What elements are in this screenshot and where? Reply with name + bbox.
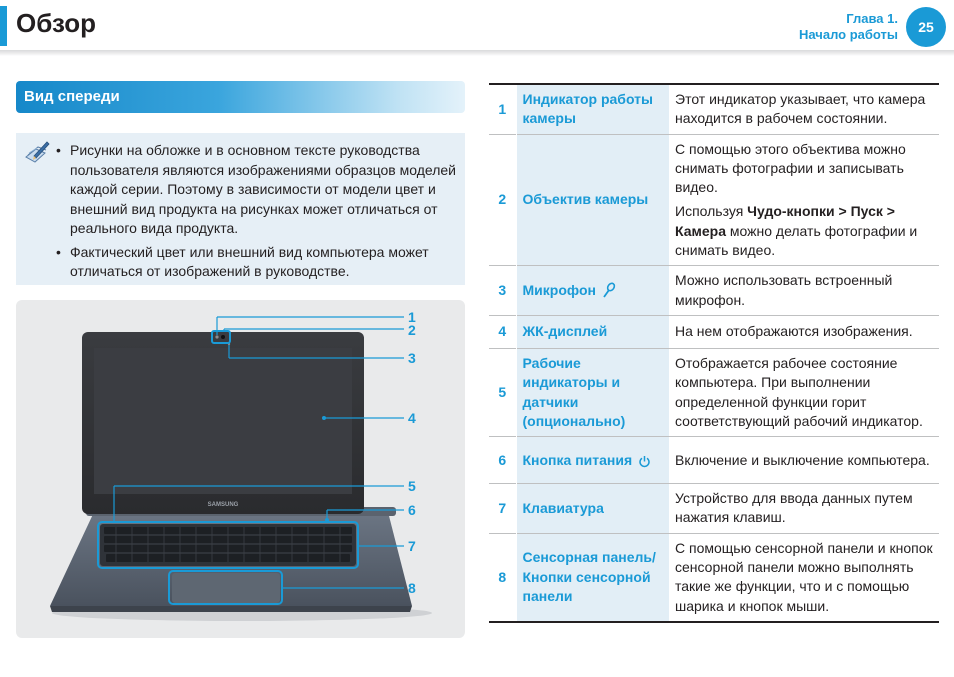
callout-5: 5 (408, 478, 416, 494)
component-name: Индикатор работы камеры (516, 84, 669, 134)
power-icon (638, 455, 651, 468)
microphone-icon (602, 282, 616, 298)
laptop-front-view (16, 300, 465, 638)
touchpad (172, 573, 280, 603)
header-accent-bar (0, 6, 7, 46)
component-name: Кнопка питания (516, 437, 669, 484)
callout-4: 4 (408, 410, 416, 426)
row-number: 1 (498, 100, 507, 117)
component-name: Объектив камеры (516, 134, 669, 266)
component-description: Отображается рабочее состояние компьютера. При выполнении определенной функции горит соответствующий рабочий индикатор. (669, 348, 939, 436)
page-header (0, 0, 954, 56)
laptop-screen (94, 348, 352, 494)
row-number: 2 (489, 134, 516, 266)
section-header (16, 81, 465, 113)
camera-app-label: Камера (675, 222, 726, 239)
camera-lens (221, 335, 225, 339)
camera-indicator (215, 335, 218, 338)
component-description: Включение и выключение компьютера. (669, 437, 939, 484)
table-row (489, 437, 939, 484)
component-name: Клавиатура (516, 484, 669, 534)
row-number: 3 (489, 266, 516, 316)
note-item: • Фактический цвет или внешний вид компьютера может отличаться от изображений в руководстве. (56, 243, 458, 282)
table-row (489, 348, 939, 436)
note-list (56, 141, 458, 286)
chapter-number: Глава 1. (846, 11, 898, 26)
table-row (489, 484, 939, 534)
component-description: Этот индикатор указывает, что камера находится в рабочем состоянии. (675, 91, 926, 127)
laptop-illustration (16, 300, 465, 638)
table-row (489, 134, 939, 266)
page-title: Обзор (16, 8, 96, 38)
component-description: На нем отображаются изображения. (669, 315, 939, 348)
callout-3: 3 (408, 350, 416, 366)
row-number: 7 (489, 484, 516, 534)
table-row (489, 266, 939, 316)
component-name: Микрофон (516, 266, 669, 316)
component-name: Сенсорная панель/ Кнопки сенсорной панели (516, 533, 669, 622)
table-row (489, 315, 939, 348)
row-number: 4 (489, 315, 516, 348)
callout-8: 8 (408, 580, 416, 596)
note-box (16, 133, 465, 285)
brand-logo: SAMSUNG (207, 502, 239, 508)
callout-1: 1 (408, 309, 416, 325)
charm-buttons-label: Чудо-кнопки (747, 203, 835, 220)
row-number: 8 (489, 533, 516, 622)
header-divider (0, 50, 954, 56)
component-description: С помощью сенсорной панели и кнопок сенсорной панели можно выполнять такие же функции, что и с помощью шарика и кнопок мыши. (669, 533, 939, 622)
chapter-label (799, 11, 898, 43)
chapter-title: Начало работы (799, 27, 898, 42)
callout-7: 7 (408, 538, 416, 554)
component-name: ЖК-дисплей (516, 315, 669, 348)
component-name: Рабочие индикаторы и датчики (опционально) (516, 348, 669, 436)
section-title: Вид спереди (24, 88, 120, 105)
page-number-badge: 25 (906, 7, 946, 47)
start-label: Пуск (850, 203, 883, 220)
row-number: 5 (489, 348, 516, 436)
component-table (489, 83, 939, 623)
note-item: • Рисунки на обложке и в основном тексте руководства пользователя являются изображениями образцов моделей каждой серии. Поэтому в зависимости от модели цвет и внешний вид продукта на рисунках может отличаться от реального вида продукта. (56, 141, 458, 239)
component-description: Устройство для ввода данных путем нажатия клавиш. (669, 484, 939, 534)
table-row (489, 533, 939, 622)
note-pencil-icon (22, 139, 50, 167)
component-description: С помощью этого объектива можно снимать фотографии и записывать видео. Используя Чудо-кнопки > Пуск > Камера можно делать фотографии и снимать видео. (669, 134, 939, 266)
table-row (489, 84, 939, 134)
component-description: Можно использовать встроенный микрофон. (669, 266, 939, 316)
callout-6: 6 (408, 502, 416, 518)
callout-2: 2 (408, 322, 416, 338)
row-number: 6 (489, 437, 516, 484)
